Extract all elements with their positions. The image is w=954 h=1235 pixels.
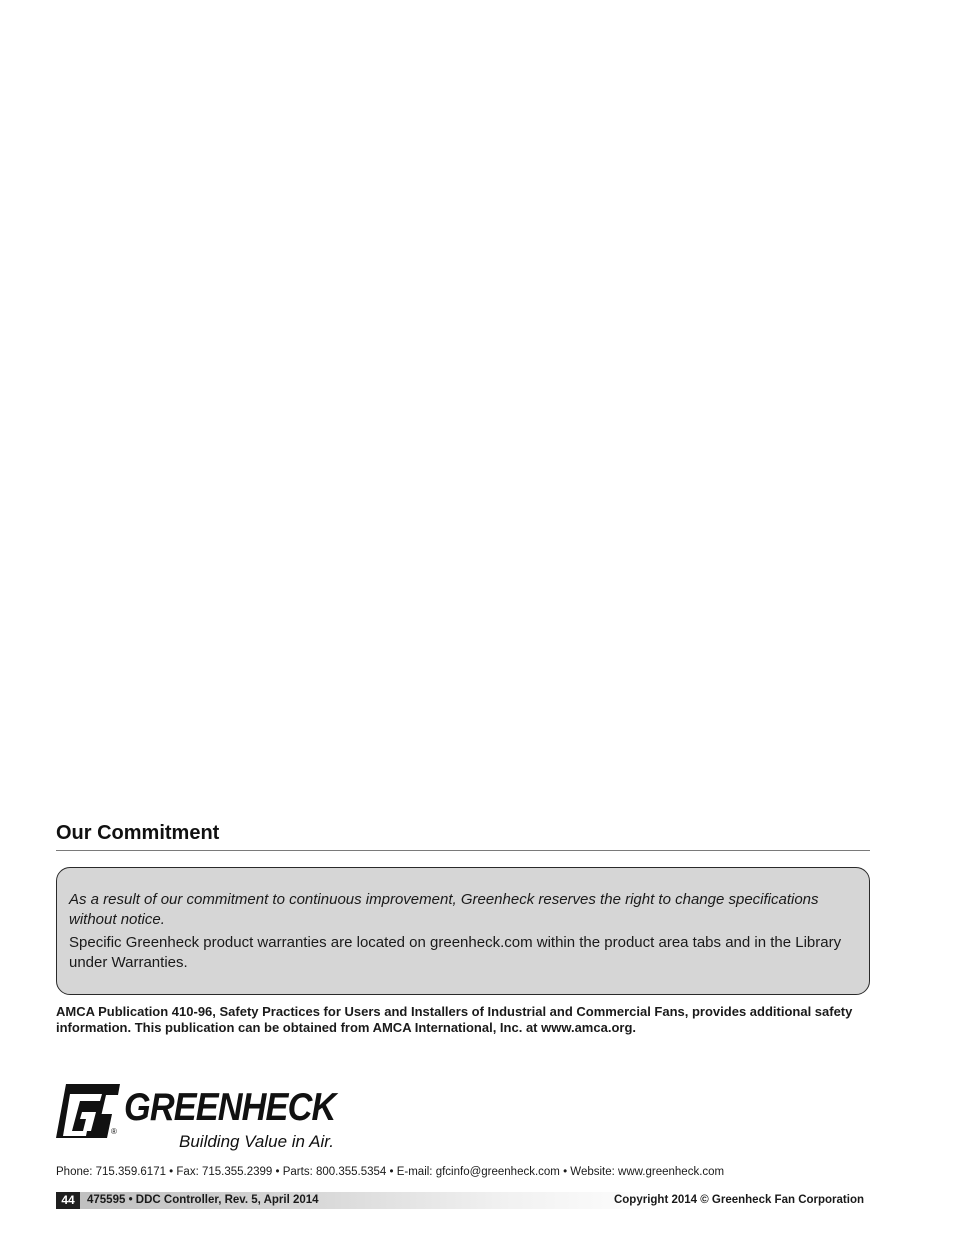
heading-divider bbox=[56, 850, 870, 851]
copyright-notice: Copyright 2014 © Greenheck Fan Corporation bbox=[613, 1194, 864, 1206]
logo-tagline: Building Value in Air. bbox=[179, 1132, 334, 1151]
commitment-notice-box bbox=[56, 867, 870, 995]
notice-warranty-text: Specific Greenheck product warranties are located on greenheck.com within the product area tabs and in the Library under Warranties. bbox=[69, 934, 842, 971]
amca-publication-text: AMCA Publication 410-96, Safety Practices for Users and Installers of Industrial and Commercial Fans, provides additional safety information. This publication can be obtained from AMCA International, Inc. at www.amca.org. bbox=[56, 1004, 853, 1035]
footer-bar bbox=[56, 1192, 870, 1209]
notice-italic-text: As a result of our commitment to continuous improvement, Greenheck reserves the right to change specifications without notice. bbox=[69, 891, 819, 928]
document-id: 475595 • DDC Controller, Rev. 5, April 2014 bbox=[87, 1194, 319, 1206]
page-number: 44 bbox=[56, 1192, 80, 1209]
greenheck-logo bbox=[56, 1080, 356, 1156]
section-heading: Our Commitment bbox=[56, 822, 220, 844]
registered-mark: ® bbox=[111, 1127, 117, 1136]
greenheck-wordmark: GREENHECK bbox=[124, 1086, 336, 1129]
contact-line: Phone: 715.359.6171 • Fax: 715.355.2399 • Parts: 800.355.5354 • E-mail: gfcinfo@greenheck.com • Website: www.greenheck.com bbox=[56, 1166, 725, 1178]
